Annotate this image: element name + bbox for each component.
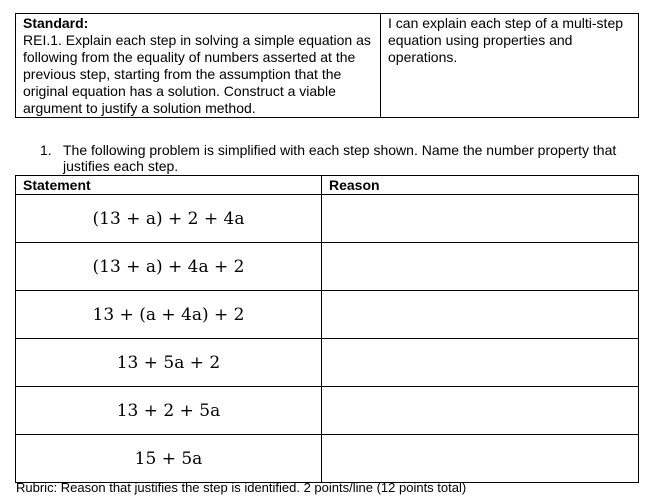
standard-cell [16,14,381,118]
table-row [16,243,639,291]
statement-reason-table [15,175,639,483]
reason-input-cell[interactable] [322,291,639,339]
statement-cell: 15 + 5a [16,435,322,483]
statement-header: Statement [16,176,322,195]
learning-goal-cell [381,14,639,118]
reason-input-cell[interactable] [322,243,639,291]
statement-cell: 13 + 5a + 2 [16,339,322,387]
reason-input-cell[interactable] [322,387,639,435]
statement-cell: 13 + 2 + 5a [16,387,322,435]
statement-cell: (13 + a) + 4a + 2 [16,243,322,291]
table-row [16,435,639,483]
reason-header: Reason [322,176,639,195]
question-text: The following problem is simplified with each step shown. Name the number property that justifies each step. [63,142,617,174]
reason-input-cell[interactable] [322,339,639,387]
table-header-row [16,176,639,195]
standard-description: REI.1. Explain each step in solving a simple equation as following from the equality of numbers asserted at the previous step, starting from the assumption that the original equation has a solution. Construct a viable argument to justify a solution method. [23,32,371,116]
question-number: 1. [40,142,52,158]
learning-goal-text: I can explain each step of a multi-step equation using properties and operations. [388,15,624,65]
table-row [16,387,639,435]
table-row [16,291,639,339]
statement-cell: 13 + (a + 4a) + 2 [16,291,322,339]
standard-heading: Standard: [23,15,89,31]
statement-cell: (13 + a) + 2 + 4a [16,195,322,243]
question-1 [40,142,630,174]
reason-input-cell[interactable] [322,435,639,483]
table-row [16,339,639,387]
table-row [16,195,639,243]
rubric-text: Rubric: Reason that justifies the step is identified. 2 points/line (12 points total) [16,480,467,495]
reason-input-cell[interactable] [322,195,639,243]
standard-table [15,13,639,118]
